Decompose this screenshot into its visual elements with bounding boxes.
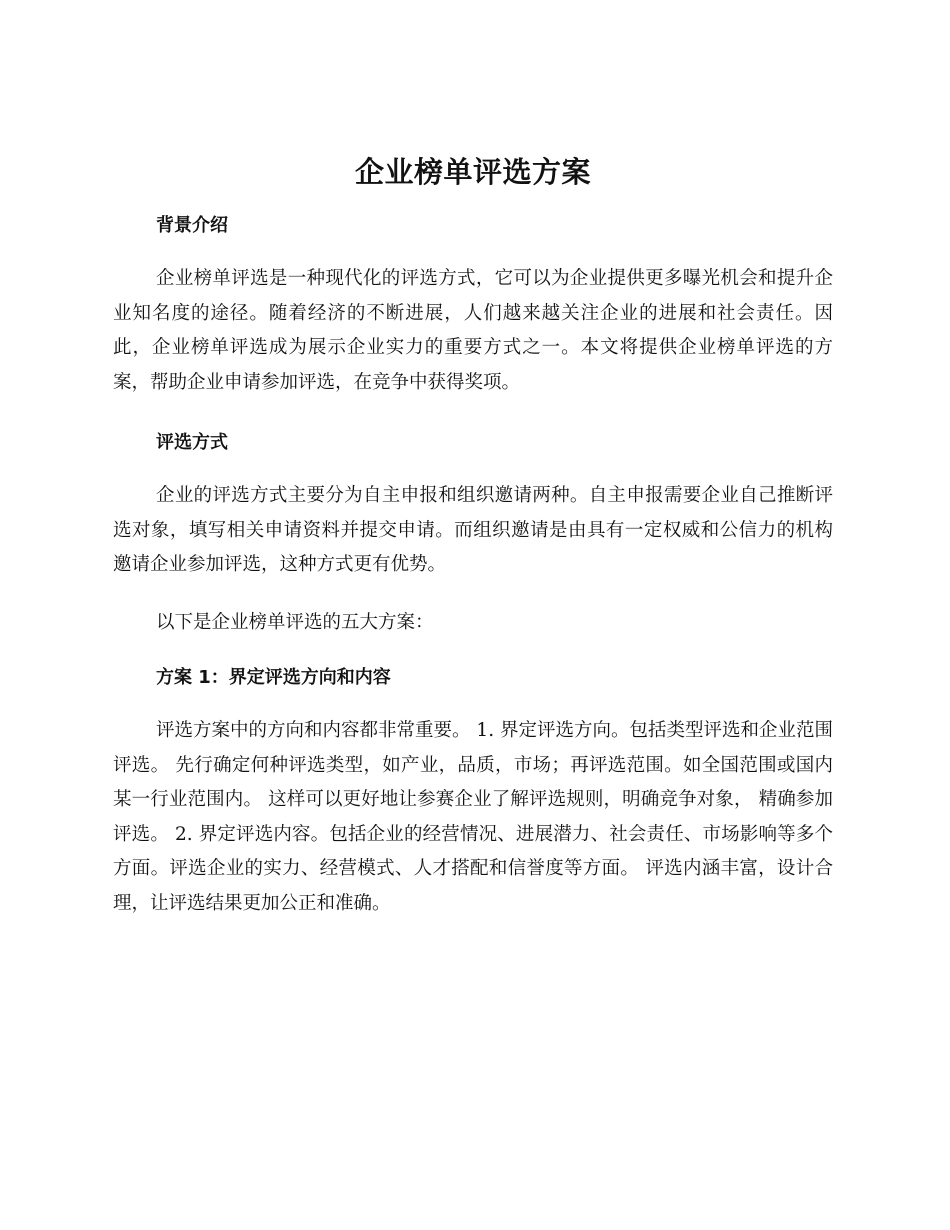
paragraph-five-plans-intro: 以下是企业榜单评选的五大方案： bbox=[156, 611, 434, 633]
paragraph-plan-1: 评选方案中的方向和内容都非常重要。 1. 界定评选方向。包括类型评选和企业范围评选。 先行确定何种评选类型，如产业，品质，市场；再评选范围。如全国范围或国内某一行业范围内。 这样可以更好地让参赛企业了解评选规则，明确竞争对象， 精确参加评选。 2. 界定评选内容。包括企业的经营情况、进展潜力、社会责任、市场影响等多个方面。评选企业的实力、经营模式、人才搭配和信誉度等方面。 评选内涵丰富，设计合理，让评选结果更加公正和准确。 bbox=[113, 720, 833, 914]
spacer bbox=[113, 241, 833, 262]
section-heading-background: 背景介绍 bbox=[156, 215, 228, 236]
spacer bbox=[113, 640, 833, 663]
spacer bbox=[113, 458, 833, 479]
spacer bbox=[113, 400, 833, 428]
spacer bbox=[113, 693, 833, 714]
paragraph-method: 企业的评选方式主要分为自主申报和组织邀请两种。自主申报需要企业自己推断评选对象，填写相关申请资料并提交申请。而组织邀请是由具有一定权威和公信力的机构邀请企业参加评选，这种方式更有优势。 bbox=[113, 485, 833, 575]
document-page bbox=[113, 150, 833, 921]
section-heading-plan-1: 方案 1：界定评选方向和内容 bbox=[156, 667, 391, 688]
document-title: 企业榜单评选方案 bbox=[354, 155, 591, 189]
spacer bbox=[113, 583, 833, 606]
section-heading-method: 评选方式 bbox=[156, 432, 228, 453]
paragraph-background: 企业榜单评选是一种现代化的评选方式，它可以为企业提供更多曝光机会和提升企业知名度的途径。随着经济的不断进展，人们越来越关注企业的进展和社会责任。因此，企业榜单评选成为展示企业实力的重要方式之一。本文将提供企业榜单评选的方案，帮助企业申请参加评选，在竞争中获得奖项。 bbox=[113, 268, 833, 393]
